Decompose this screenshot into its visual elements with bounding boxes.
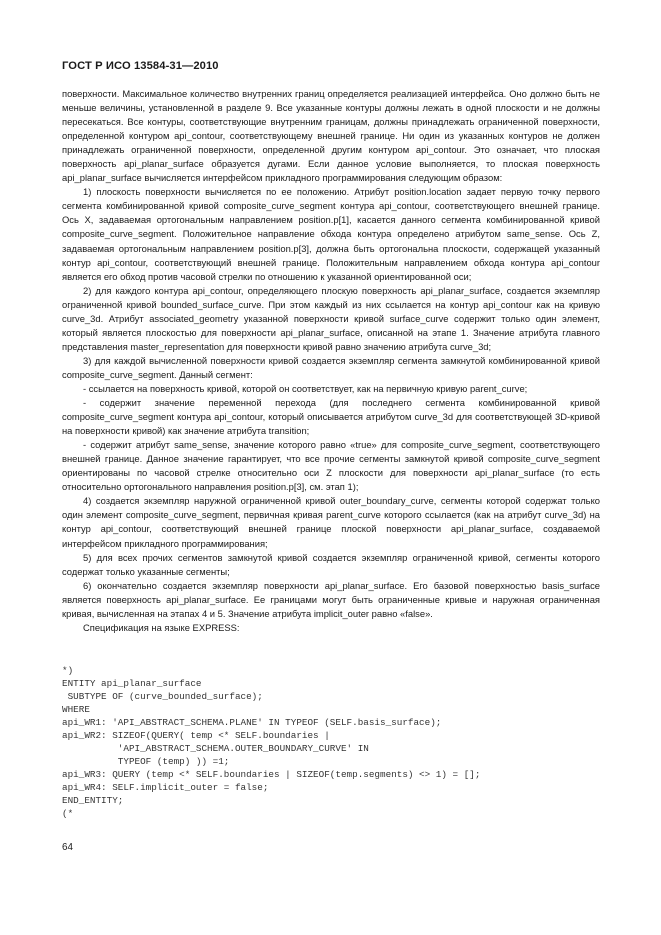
paragraph-intro: поверхности. Максимальное количество внутренних границ определяется реализацией интерфейса. Оно должно быть не меньше величины, установленной в разделе 9. Все указанные контуры должны лежать в одной плоскости и не должны пересекаться. Все контуры, соответствующие внутренним границам, должны принадлежать ограниченной поверхности, определенной контуром api_contour, соответствующему внешней границе. Ни один из указанных контуров не должен принадлежать ограниченной поверхности, определенной другим контуром api_contour. Это означает, что плоская поверхность api_planar_surface образуется дугами. Если данное условие выполняется, то плоская поверхность api_planar_surface вычисляется интерфейсом прикладного программирования следующим образом: [62, 88, 600, 184]
code-line: (* [62, 808, 74, 820]
code-line: END_ENTITY; [62, 795, 124, 807]
code-line: api_WR2: SIZEOF(QUERY( temp <* SELF.boundaries | [62, 730, 330, 742]
document-body [62, 87, 600, 847]
code-line: 'API_ABSTRACT_SCHEMA.OUTER_BOUNDARY_CURVE' IN [62, 743, 369, 755]
express-code-block [62, 638, 600, 847]
paragraph-step-3-item-2: - содержит значение переменной перехода (для последнего сегмента комбинированной кривой composite_curve_segment контура api_contour, который описывается атрибутом curve_3d для соответствующей 3D-кривой на поверхности кривой) как значение атрибута transition; [62, 397, 600, 437]
paragraph-step-3-item-3: - содержит атрибут same_sense, значение которого равно «true» для composite_curve_segment, соответствующего внешней границе. Данное значение гарантирует, что все прочие сегменты замкнутой кривой composite_curve_segment ориентированы по часовой стрелке относительно оси Z плоскости для поверхности api_planar_surface (то есть относительно ортогонального направления position.p[3], см. этап 1); [62, 439, 600, 493]
standard-header: ГОСТ Р ИСО 13584-31—2010 [62, 60, 219, 72]
paragraph-step-3: 3) для каждой вычисленной поверхности кривой создается экземпляр сегмента замкнутой комбинированной кривой composite_curve_segment. Данный сегмент: [62, 354, 600, 380]
paragraph-step-6: 6) окончательно создается экземпляр поверхности api_planar_surface. Его базовой поверхностью basis_surface является поверхность api_planar_surface. Ее границами могут быть ограниченные кривые и наружная ограниченная кривая, вычисленная на этапах 4 и 5. Значение атрибута implicit_outer равно «false». [62, 579, 600, 619]
code-line: *) [62, 664, 74, 676]
paragraph-express-spec: Спецификация на языке EXPRESS: [83, 621, 240, 633]
code-line: api_WR3: QUERY (temp <* SELF.boundaries | SIZEOF(temp.segments) <> 1) = []; [62, 769, 481, 781]
paragraph-step-2: 2) для каждого контура api_contour, определяющего плоскую поверхность api_planar_surface, создается экземпляр ограниченной кривой bounded_surface_curve. При этом каждый из них ссылается на контур api_contour как на кривую curve_3d. Атрибут associated_geometry указанной поверхности кривой surface_curve содержит только один элемент, который является плоскостью для поверхности api_planar_surface, описанной на этапе 1. Значение атрибута главного представления master_representation для поверхности кривой равно значению атрибута curve_3d; [62, 284, 600, 352]
page-number: 64 [62, 842, 73, 853]
paragraph-step-3-item-1: - ссылается на поверхность кривой, которой он соответствует, как на первичную кривую parent_curve; [83, 382, 528, 394]
code-line: WHERE [62, 704, 90, 716]
code-line: ENTITY api_planar_surface [62, 677, 202, 689]
paragraph-step-1: 1) плоскость поверхности вычисляется по ее положению. Атрибут position.location задает первую точку первого сегмента комбинированной кривой composite_curve_segment контура api_contour, соответствующего внешней границе. Ось X, задаваемая ортогональным направлением position.p[1], касается данного сегмента комбинированной кривой composite_curve_segment. Положительное направление обхода контура определено атрибутом same_sense. Ось Z, задаваемая ортогональным направлением position.p[3], должна быть ортогональна плоскости, содержащей указанный контур api_contour, соответствующий внешней границе. Положительным направлением обхода контура api_contour является его обход против часовой стрелки по отношению к указанной ориентированной оси; [62, 186, 600, 282]
code-line: SUBTYPE OF (curve_bounded_surface); [62, 691, 263, 703]
code-line: api_WR1: 'API_ABSTRACT_SCHEMA.PLANE' IN TYPEOF (SELF.basis_surface); [62, 717, 442, 729]
paragraph-step-5: 5) для всех прочих сегментов замкнутой кривой создается экземпляр ограниченной кривой, сегменты которого содержат только указанные сегменты; [62, 551, 600, 577]
paragraph-step-4: 4) создается экземпляр наружной ограниченной кривой outer_boundary_curve, сегменты которой содержат только один элемент composite_curve_segment, первичная кривая parent_curve которого ссылается (как на атрибут curve_3d) на контур api_contour, соответствующий внешней границе плоской поверхности api_planar_surface, создаваемой интерфейсом прикладного программирования; [62, 495, 600, 549]
code-line: TYPEOF (temp) )) =1; [62, 756, 230, 768]
code-line: api_WR4: SELF.implicit_outer = false; [62, 782, 269, 794]
